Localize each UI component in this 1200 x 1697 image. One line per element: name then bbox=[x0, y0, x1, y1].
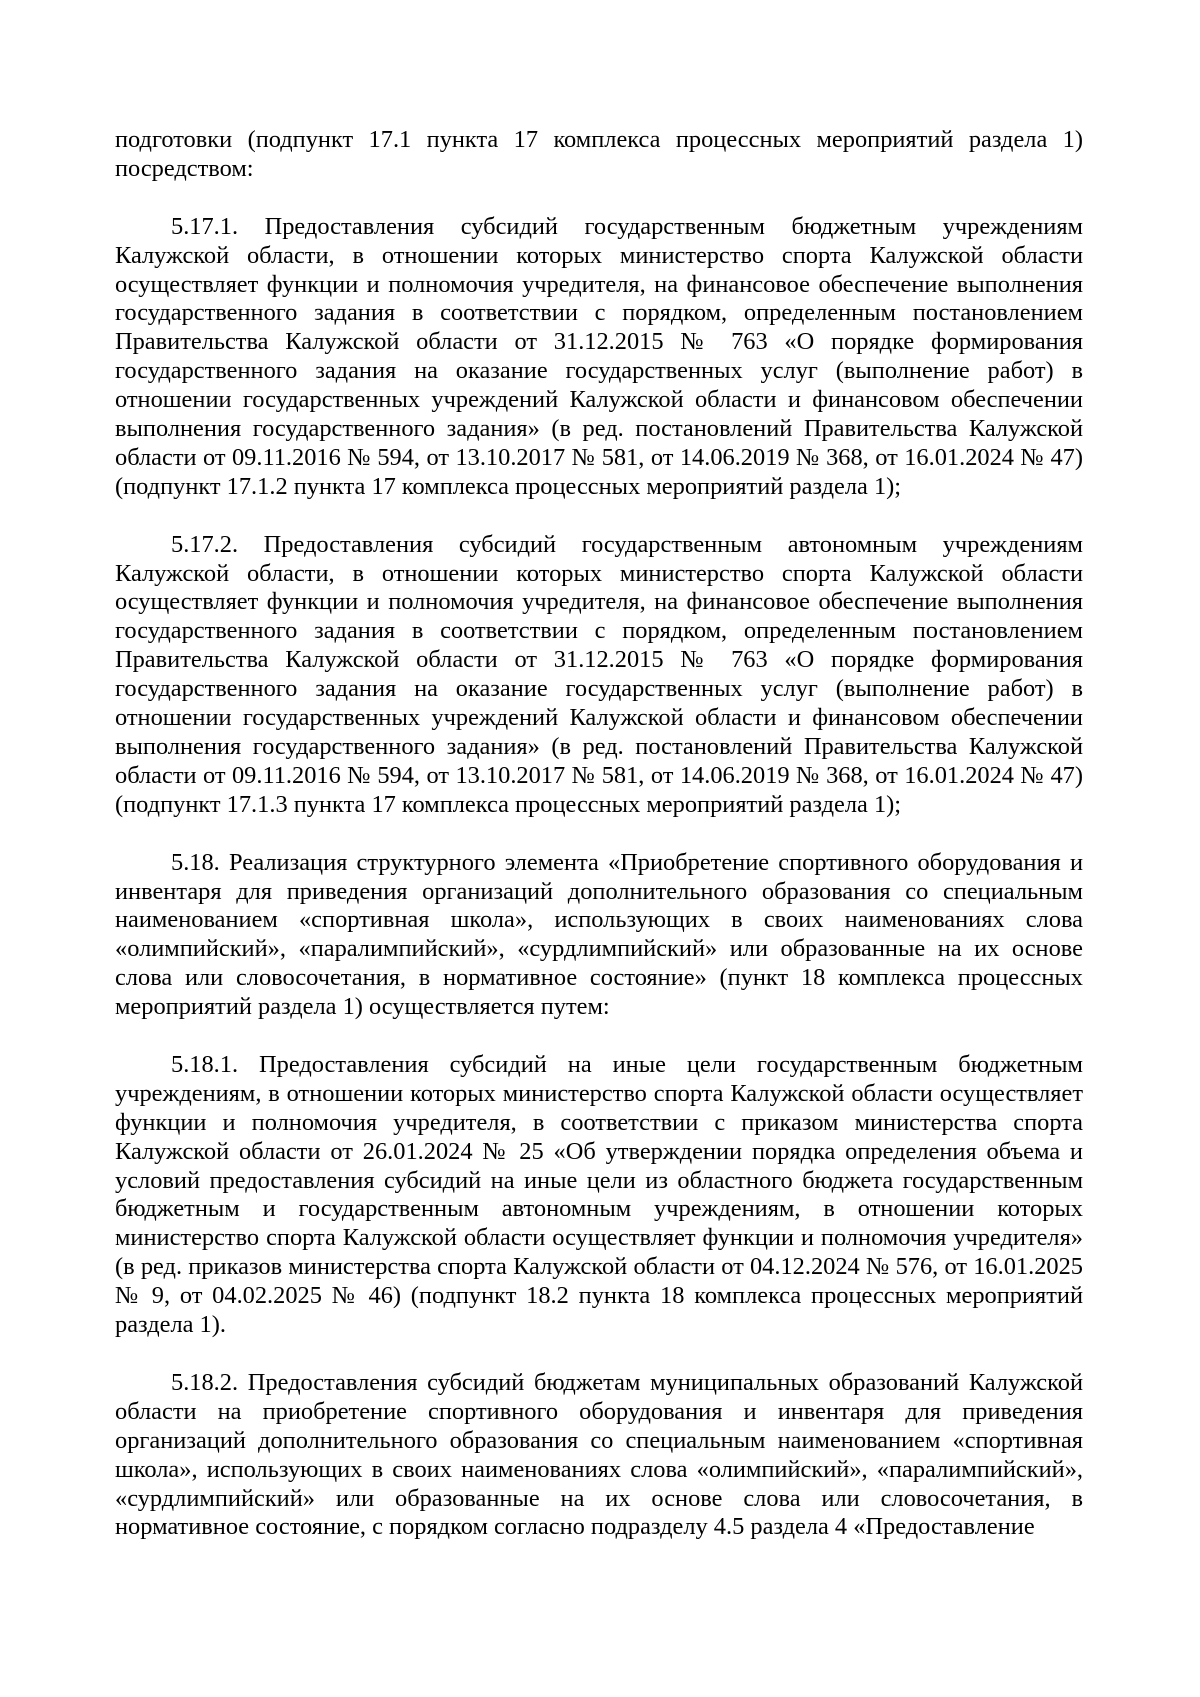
document-page bbox=[115, 126, 1083, 1542]
paragraph-5-18-2: 5.18.2. Предоставления субсидий бюджетам муниципальных образований Калужской области на приобретение спортивного оборудования и инвентаря для приведения организаций дополнительного образования со специальным наименованием «спортивная школа», использующих в своих наименованиях слова «олимпийский», «паралимпийский», «сурдлимпийский» или образованные на их основе слова или словосочетания, в нормативное состояние, с порядком согласно подразделу 4.5 раздела 4 «Предоставление bbox=[115, 1368, 1083, 1541]
paragraph-5-18: 5.18. Реализация структурного элемента «Приобретение спортивного оборудования и инвентаря для приведения организаций дополнительного образования со специальным наименованием «спортивная школа», использующих в своих наименованиях слова «олимпийский», «паралимпийский», «сурдлимпийский» или образованные на их основе слова или словосочетания, в нормативное состояние» (пункт 18 комплекса процессных мероприятий раздела 1) осуществляется путем: bbox=[115, 848, 1083, 1021]
paragraph-continuation: подготовки (подпункт 17.1 пункта 17 комплекса процессных мероприятий раздела 1) посредством: bbox=[115, 126, 1083, 182]
paragraph-5-18-1: 5.18.1. Предоставления субсидий на иные цели государственным бюджетным учреждениям, в отношении которых министерство спорта Калужской области осуществляет функции и полномочия учредителя, в соответствии с приказом министерства спорта Калужской области от 26.01.2024 № 25 «Об утверждении порядка определения объема и условий предоставления субсидий на иные цели из областного бюджета государственным бюджетным и государственным автономным учреждениям, в отношении которых министерство спорта Калужской области осуществляет функции и полномочия учредителя» (в ред. приказов министерства спорта Калужской области от 04.12.2024 № 576, от 16.01.2025 № 9, от 04.02.2025 № 46) (подпункт 18.2 пункта 18 комплекса процессных мероприятий раздела 1). bbox=[115, 1050, 1083, 1339]
paragraph-5-17-1: 5.17.1. Предоставления субсидий государственным бюджетным учреждениям Калужской области, в отношении которых министерство спорта Калужской области осуществляет функции и полномочия учредителя, на финансовое обеспечение выполнения государственного задания в соответствии с порядком, определенным постановлением Правительства Калужской области от 31.12.2015 № 763 «О порядке формирования государственного задания на оказание государственных услуг (выполнение работ) в отношении государственных учреждений Калужской области и финансовом обеспечении выполнения государственного задания» (в ред. постановлений Правительства Калужской области от 09.11.2016 № 594, от 13.10.2017 № 581, от 14.06.2019 № 368, от 16.01.2024 № 47) (подпункт 17.1.2 пункта 17 комплекса процессных мероприятий раздела 1); bbox=[115, 212, 1083, 500]
paragraph-5-17-2: 5.17.2. Предоставления субсидий государственным автономным учреждениям Калужской области, в отношении которых министерство спорта Калужской области осуществляет функции и полномочия учредителя, на финансовое обеспечение выполнения государственного задания в соответствии с порядком, определенным постановлением Правительства Калужской области от 31.12.2015 № 763 «О порядке формирования государственного задания на оказание государственных услуг (выполнение работ) в отношении государственных учреждений Калужской области и финансовом обеспечении выполнения государственного задания» (в ред. постановлений Правительства Калужской области от 09.11.2016 № 594, от 13.10.2017 № 581, от 14.06.2019 № 368, от 16.01.2024 № 47) (подпункт 17.1.3 пункта 17 комплекса процессных мероприятий раздела 1); bbox=[115, 530, 1083, 818]
